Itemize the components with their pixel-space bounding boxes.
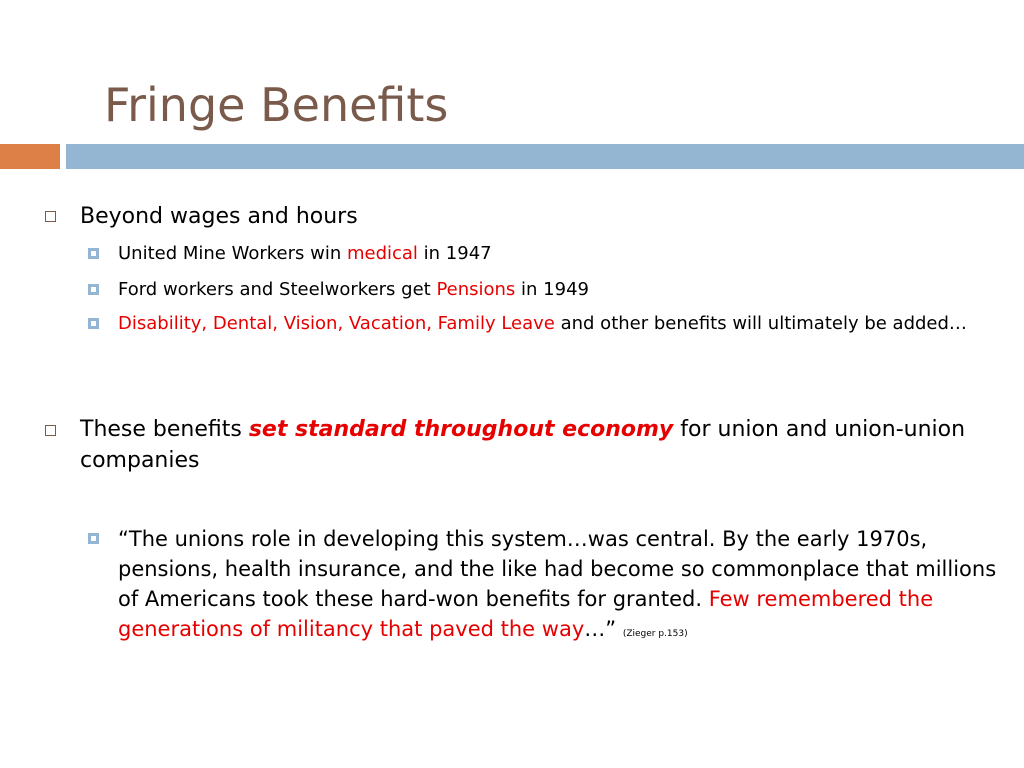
title-accent-bar-orange bbox=[0, 144, 60, 169]
square-bullet-icon bbox=[88, 284, 99, 295]
citation: (Zieger p.153) bbox=[622, 629, 688, 639]
hollow-square-bullet-icon bbox=[45, 425, 56, 436]
square-bullet-icon bbox=[88, 533, 99, 544]
sub-bullet-other-benefits: Disability, Dental, Vision, Vacation, Family Leave and other benefits will ultimately be added… bbox=[118, 313, 967, 334]
sub-bullet-mine-workers: United Mine Workers win medical in 1947 bbox=[118, 243, 492, 264]
sub-bullet-zieger-quote: “The unions role in developing this system…was central. By the early 1970s, pensions, health insurance, and the like had become so commonplace that millions of Americans took these hard-won benefits for granted. Few remembered the generations of militancy that paved the way…” (Zieger p.153) bbox=[118, 527, 997, 641]
bullet-set-standard: These benefits set standard throughout economy for union and union-union companies bbox=[80, 417, 966, 473]
square-bullet-icon bbox=[88, 318, 99, 329]
square-bullet-icon bbox=[88, 248, 99, 259]
sub-bullet-ford-steelworkers: Ford workers and Steelworkers get Pensions in 1949 bbox=[118, 279, 589, 300]
hollow-square-bullet-icon bbox=[45, 211, 56, 222]
slide-title: Fringe Benefits bbox=[104, 78, 449, 132]
title-accent-bar-blue bbox=[66, 144, 1024, 169]
bullet-beyond-wages: Beyond wages and hours bbox=[80, 204, 358, 229]
